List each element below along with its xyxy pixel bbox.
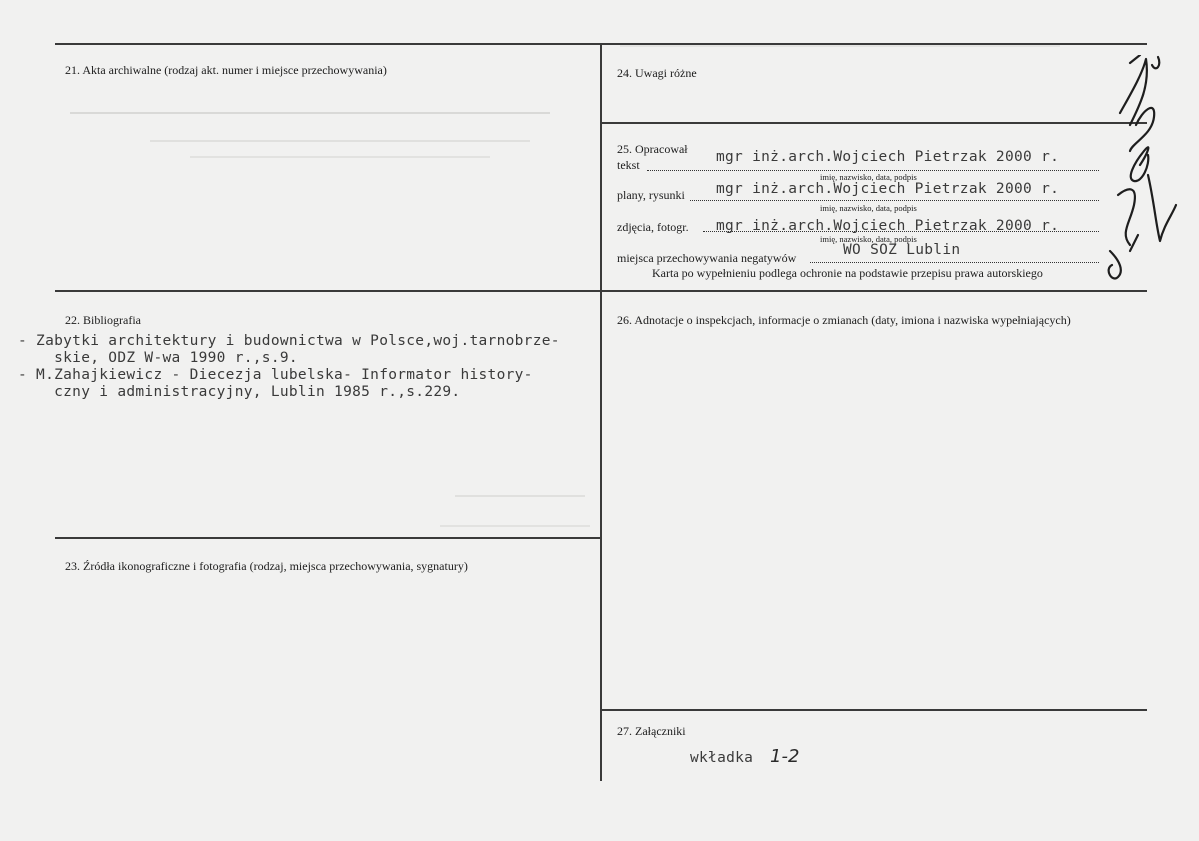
handwritten-signature <box>1090 55 1180 285</box>
section-26-27-divider <box>601 709 1147 711</box>
signature-caption-1: imię, nazwisko, data, podpis <box>820 172 917 182</box>
section-24-25-divider <box>601 122 1147 124</box>
miejsca-value: WO SOZ Lublin <box>843 242 961 258</box>
tekst-dotted-line <box>647 170 1099 171</box>
tekst-label: tekst <box>617 158 640 172</box>
section-24-label: 24. Uwagi różne <box>617 66 697 80</box>
plany-value: mgr inż.arch.Wojciech Pietrzak 2000 r. <box>716 181 1060 197</box>
miejsca-dotted-line <box>810 262 1099 263</box>
attachments-handwritten-range: 1-2 <box>770 746 800 767</box>
bibliography-line-3: - M.Zahajkiewicz - Diecezja lubelska- Informator history- <box>18 367 533 383</box>
miejsca-label: miejsca przechowywania negatywów <box>617 251 797 265</box>
section-22-23-divider <box>55 537 601 539</box>
section-21-label: 21. Akta archiwalne (rodzaj akt. numer i miejsce przechowywania) <box>65 63 387 77</box>
plany-dotted-line <box>690 200 1099 201</box>
signature-caption-3: imię, nazwisko, data, podpis <box>820 234 917 244</box>
plany-label: plany, rysunki <box>617 188 685 202</box>
bibliography-line-2: skie, ODZ W-wa 1990 r.,s.9. <box>18 350 298 366</box>
bleed-through-mark <box>190 156 490 158</box>
bleed-through-mark <box>440 525 590 527</box>
bleed-through-mark <box>150 140 530 142</box>
bibliography-line-1: - Zabytki architektury i budownictwa w Polsce,woj.tarnobrze- <box>18 333 560 349</box>
bleed-through-mark <box>620 45 1060 47</box>
copyright-note: Karta po wypełnieniu podlega ochronie na podstawie przepisu prawa autorskiego <box>652 266 1043 280</box>
bibliography-line-4: czny i administracyjny, Lublin 1985 r.,s.229. <box>18 384 461 400</box>
center-divider-line <box>600 43 602 781</box>
bleed-through-mark <box>455 495 585 497</box>
attachments-value: wkładka <box>690 750 754 766</box>
zdjecia-value: mgr inż.arch.Wojciech Pietrzak 2000 r. <box>716 218 1060 234</box>
section-23-label: 23. Źródła ikonograficzne i fotografia (rodzaj, miejsca przechowywania, sygnatury) <box>65 559 468 573</box>
zdjecia-label: zdjęcia, fotogr. <box>617 220 689 234</box>
tekst-value: mgr inż.arch.Wojciech Pietrzak 2000 r. <box>716 149 1060 165</box>
bleed-through-mark <box>70 112 550 114</box>
signature-caption-2: imię, nazwisko, data, podpis <box>820 203 917 213</box>
section-22-label: 22. Bibliografia <box>65 313 141 327</box>
section-26-label: 26. Adnotacje o inspekcjach, informacje o zmianach (daty, imiona i nazwiska wypełniających) <box>617 313 1071 327</box>
section-27-label: 27. Załączniki <box>617 724 686 738</box>
section-25-label: 25. Opracował <box>617 142 688 156</box>
upper-section-divider <box>55 290 1147 292</box>
